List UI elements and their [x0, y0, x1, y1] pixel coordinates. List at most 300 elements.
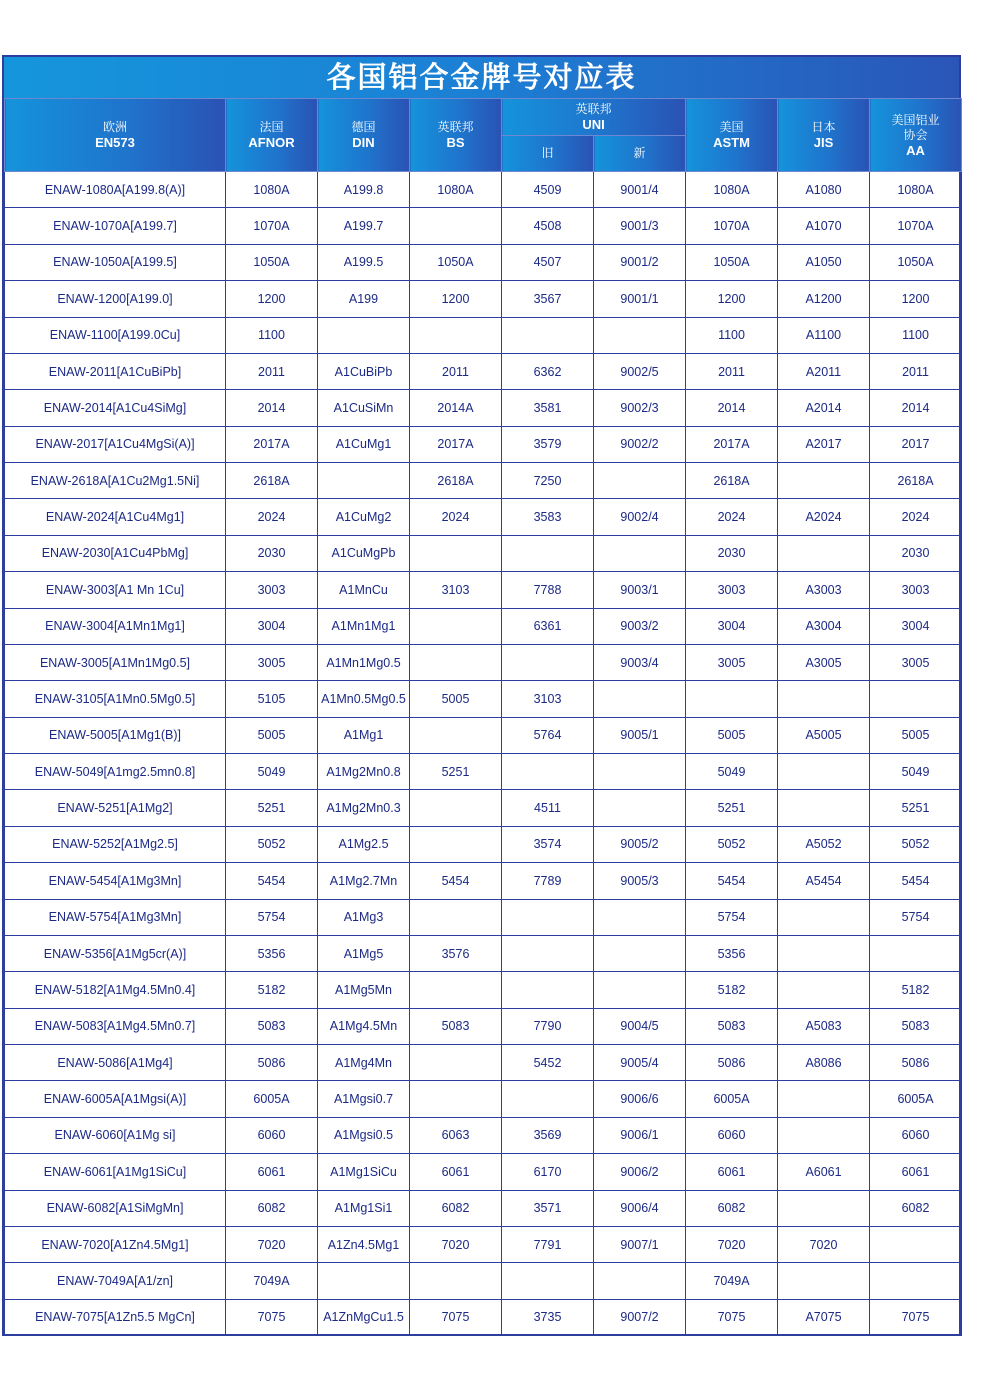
- table-row: [5, 1008, 962, 1044]
- table-row: [5, 1045, 962, 1081]
- cell-jis: [778, 899, 870, 935]
- cell-bs: 7020: [410, 1226, 502, 1262]
- cell-afnor: 5049: [226, 754, 318, 790]
- cell-astm: 5049: [686, 754, 778, 790]
- cell-uni-new: 9001/2: [594, 244, 686, 280]
- cell-en573: ENAW-7049A[A1/zn]: [5, 1263, 226, 1299]
- cell-aa: 1200: [870, 281, 962, 317]
- cell-aa: 2014: [870, 390, 962, 426]
- cell-uni-old: 7250: [502, 463, 594, 499]
- cell-aa: 1070A: [870, 208, 962, 244]
- table-row: [5, 826, 962, 862]
- table-header: [5, 99, 962, 172]
- cell-uni-new: 9005/3: [594, 863, 686, 899]
- table-row: [5, 1226, 962, 1262]
- cell-uni-new: [594, 935, 686, 971]
- cell-uni-old: 3574: [502, 826, 594, 862]
- cell-en573: ENAW-1070A[A199.7]: [5, 208, 226, 244]
- cell-jis: [778, 935, 870, 971]
- table-row: [5, 681, 962, 717]
- table-row: [5, 499, 962, 535]
- cell-bs: 6061: [410, 1154, 502, 1190]
- cell-aa: [870, 1226, 962, 1262]
- cell-bs: 2011: [410, 353, 502, 389]
- cell-bs: 2014A: [410, 390, 502, 426]
- cell-afnor: 5105: [226, 681, 318, 717]
- cell-afnor: 2024: [226, 499, 318, 535]
- header-aa-cn1: 美国铝业: [891, 112, 940, 127]
- cell-jis: A2011: [778, 353, 870, 389]
- cell-din: A1Mn0.5Mg0.5: [318, 681, 410, 717]
- cell-aa: 5005: [870, 717, 962, 753]
- cell-aa: 1080A: [870, 172, 962, 208]
- cell-en573: ENAW-1200[A199.0]: [5, 281, 226, 317]
- cell-uni-old: 4507: [502, 244, 594, 280]
- cell-en573: ENAW-3105[A1Mn0.5Mg0.5]: [5, 681, 226, 717]
- cell-jis: [778, 754, 870, 790]
- cell-astm: 5754: [686, 899, 778, 935]
- cell-uni-old: 3571: [502, 1190, 594, 1226]
- cell-en573: ENAW-1100[A199.0Cu]: [5, 317, 226, 353]
- cell-afnor: 1050A: [226, 244, 318, 280]
- table-row: [5, 608, 962, 644]
- cell-en573: ENAW-2017[A1Cu4MgSi(A)]: [5, 426, 226, 462]
- cell-aa: 5083: [870, 1008, 962, 1044]
- cell-jis: A5005: [778, 717, 870, 753]
- cell-uni-old: 3569: [502, 1117, 594, 1153]
- cell-uni-new: 9002/4: [594, 499, 686, 535]
- cell-din: A1MnCu: [318, 572, 410, 608]
- cell-bs: 2024: [410, 499, 502, 535]
- cell-jis: A1080: [778, 172, 870, 208]
- cell-en573: ENAW-7020[A1Zn4.5Mg1]: [5, 1226, 226, 1262]
- cell-bs: 5083: [410, 1008, 502, 1044]
- cell-en573: ENAW-2618A[A1Cu2Mg1.5Ni]: [5, 463, 226, 499]
- cell-astm: 5005: [686, 717, 778, 753]
- cell-uni-new: 9006/4: [594, 1190, 686, 1226]
- cell-jis: A1200: [778, 281, 870, 317]
- header-us-en: ASTM: [713, 135, 750, 150]
- cell-aa: 2030: [870, 535, 962, 571]
- cell-afnor: 5754: [226, 899, 318, 935]
- cell-jis: [778, 535, 870, 571]
- alloy-grade-table: [4, 98, 962, 1336]
- table-row: [5, 717, 962, 753]
- cell-jis: A2014: [778, 390, 870, 426]
- header-fr: [226, 99, 318, 172]
- cell-uni-new: [594, 1263, 686, 1299]
- cell-din: A1Mg1: [318, 717, 410, 753]
- cell-afnor: 1100: [226, 317, 318, 353]
- table-row: [5, 1299, 962, 1335]
- cell-astm: 3003: [686, 572, 778, 608]
- cell-uni-new: 9003/2: [594, 608, 686, 644]
- cell-astm: 2618A: [686, 463, 778, 499]
- cell-astm: 3004: [686, 608, 778, 644]
- cell-en573: ENAW-5252[A1Mg2.5]: [5, 826, 226, 862]
- cell-bs: 6082: [410, 1190, 502, 1226]
- table-row: [5, 935, 962, 971]
- table-row: [5, 572, 962, 608]
- cell-afnor: 5182: [226, 972, 318, 1008]
- cell-astm: 7049A: [686, 1263, 778, 1299]
- cell-en573: ENAW-5182[A1Mg4.5Mn0.4]: [5, 972, 226, 1008]
- cell-din: A1Mg2Mn0.8: [318, 754, 410, 790]
- table-row: [5, 644, 962, 680]
- cell-astm: 5182: [686, 972, 778, 1008]
- cell-afnor: 7049A: [226, 1263, 318, 1299]
- cell-aa: 2024: [870, 499, 962, 535]
- cell-afnor: 2017A: [226, 426, 318, 462]
- cell-bs: [410, 790, 502, 826]
- cell-jis: A3005: [778, 644, 870, 680]
- cell-uni-old: [502, 535, 594, 571]
- cell-uni-new: 9006/1: [594, 1117, 686, 1153]
- cell-uni-new: 9001/3: [594, 208, 686, 244]
- cell-din: A1CuBiPb: [318, 353, 410, 389]
- cell-aa: [870, 935, 962, 971]
- cell-bs: 7075: [410, 1299, 502, 1335]
- header-uni-old: 旧: [502, 136, 594, 172]
- cell-astm: 5251: [686, 790, 778, 826]
- cell-en573: ENAW-2024[A1Cu4Mg1]: [5, 499, 226, 535]
- cell-bs: [410, 899, 502, 935]
- cell-en573: ENAW-5005[A1Mg1(B)]: [5, 717, 226, 753]
- cell-uni-new: 9005/1: [594, 717, 686, 753]
- cell-bs: 5251: [410, 754, 502, 790]
- cell-uni-new: 9007/2: [594, 1299, 686, 1335]
- cell-uni-old: [502, 1263, 594, 1299]
- cell-jis: [778, 1263, 870, 1299]
- cell-astm: 7020: [686, 1226, 778, 1262]
- header-uni-en: UNI: [582, 117, 605, 132]
- cell-en573: ENAW-6005A[A1Mgsi(A)]: [5, 1081, 226, 1117]
- cell-astm: 3005: [686, 644, 778, 680]
- cell-uni-new: 9002/2: [594, 426, 686, 462]
- cell-aa: 6082: [870, 1190, 962, 1226]
- cell-uni-old: [502, 972, 594, 1008]
- cell-uni-new: 9003/4: [594, 644, 686, 680]
- cell-aa: 2017: [870, 426, 962, 462]
- cell-din: A1Mgsi0.5: [318, 1117, 410, 1153]
- cell-jis: A3004: [778, 608, 870, 644]
- table-row: [5, 535, 962, 571]
- cell-din: A1Mn1Mg0.5: [318, 644, 410, 680]
- cell-jis: [778, 1190, 870, 1226]
- cell-afnor: 6061: [226, 1154, 318, 1190]
- cell-aa: [870, 681, 962, 717]
- cell-uni-new: [594, 535, 686, 571]
- cell-astm: 1100: [686, 317, 778, 353]
- cell-afnor: 1080A: [226, 172, 318, 208]
- cell-uni-old: 5764: [502, 717, 594, 753]
- cell-uni-old: [502, 317, 594, 353]
- table-row: [5, 390, 962, 426]
- cell-astm: 2014: [686, 390, 778, 426]
- header-eu-cn: 欧洲: [102, 120, 127, 134]
- cell-en573: ENAW-3003[A1 Mn 1Cu]: [5, 572, 226, 608]
- cell-uni-new: [594, 317, 686, 353]
- cell-din: A1Mg2.7Mn: [318, 863, 410, 899]
- cell-aa: 3005: [870, 644, 962, 680]
- header-jp: [778, 99, 870, 172]
- cell-bs: [410, 644, 502, 680]
- cell-aa: 2011: [870, 353, 962, 389]
- cell-afnor: 5356: [226, 935, 318, 971]
- cell-din: [318, 1263, 410, 1299]
- cell-uni-new: 9007/1: [594, 1226, 686, 1262]
- header-aa-en: AA: [906, 142, 925, 158]
- cell-astm: 5454: [686, 863, 778, 899]
- cell-jis: A5083: [778, 1008, 870, 1044]
- cell-bs: [410, 826, 502, 862]
- cell-astm: 5052: [686, 826, 778, 862]
- table-row: [5, 463, 962, 499]
- header-eu: [5, 99, 226, 172]
- cell-jis: A3003: [778, 572, 870, 608]
- cell-din: A199.8: [318, 172, 410, 208]
- table-row: [5, 281, 962, 317]
- cell-jis: [778, 463, 870, 499]
- cell-astm: 1070A: [686, 208, 778, 244]
- cell-astm: 2011: [686, 353, 778, 389]
- cell-uni-new: 9005/2: [594, 826, 686, 862]
- cell-aa: 6061: [870, 1154, 962, 1190]
- header-uk: [410, 99, 502, 172]
- cell-jis: A1070: [778, 208, 870, 244]
- cell-en573: ENAW-5251[A1Mg2]: [5, 790, 226, 826]
- cell-astm: 2030: [686, 535, 778, 571]
- cell-astm: 5083: [686, 1008, 778, 1044]
- cell-din: A199.5: [318, 244, 410, 280]
- cell-din: A1Mg1SiCu: [318, 1154, 410, 1190]
- cell-en573: ENAW-1080A[A199.8(A)]: [5, 172, 226, 208]
- cell-bs: [410, 317, 502, 353]
- cell-astm: 1050A: [686, 244, 778, 280]
- header-us-cn: 美国: [719, 120, 744, 134]
- cell-jis: A2024: [778, 499, 870, 535]
- cell-uni-old: 5452: [502, 1045, 594, 1081]
- cell-din: A1Mg5: [318, 935, 410, 971]
- cell-en573: ENAW-7075[A1Zn5.5 MgCn]: [5, 1299, 226, 1335]
- cell-jis: 7020: [778, 1226, 870, 1262]
- cell-bs: [410, 1081, 502, 1117]
- cell-astm: 6005A: [686, 1081, 778, 1117]
- cell-din: A1Mg4.5Mn: [318, 1008, 410, 1044]
- cell-uni-new: 9006/2: [594, 1154, 686, 1190]
- cell-uni-old: 3581: [502, 390, 594, 426]
- cell-uni-old: [502, 644, 594, 680]
- cell-uni-old: 6361: [502, 608, 594, 644]
- cell-uni-new: 9002/3: [594, 390, 686, 426]
- cell-afnor: 5251: [226, 790, 318, 826]
- cell-din: A1CuSiMn: [318, 390, 410, 426]
- cell-uni-old: 3103: [502, 681, 594, 717]
- cell-afnor: 7075: [226, 1299, 318, 1335]
- cell-afnor: 6005A: [226, 1081, 318, 1117]
- cell-bs: 5454: [410, 863, 502, 899]
- cell-en573: ENAW-3005[A1Mn1Mg0.5]: [5, 644, 226, 680]
- cell-afnor: 2618A: [226, 463, 318, 499]
- header-uk-cn: 英联邦: [437, 120, 474, 134]
- cell-bs: 2017A: [410, 426, 502, 462]
- cell-din: A1CuMgPb: [318, 535, 410, 571]
- cell-aa: 6005A: [870, 1081, 962, 1117]
- cell-bs: [410, 608, 502, 644]
- cell-bs: [410, 535, 502, 571]
- cell-jis: A8086: [778, 1045, 870, 1081]
- cell-afnor: 3003: [226, 572, 318, 608]
- table-row: [5, 790, 962, 826]
- cell-bs: [410, 1263, 502, 1299]
- cell-en573: ENAW-6061[A1Mg1SiCu]: [5, 1154, 226, 1190]
- table-row: [5, 172, 962, 208]
- cell-din: [318, 317, 410, 353]
- cell-astm: 6061: [686, 1154, 778, 1190]
- cell-afnor: 5086: [226, 1045, 318, 1081]
- cell-en573: ENAW-5049[A1mg2.5mn0.8]: [5, 754, 226, 790]
- cell-jis: A2017: [778, 426, 870, 462]
- page-title: 各国铝合金牌号对应表: [4, 57, 959, 98]
- cell-astm: 7075: [686, 1299, 778, 1335]
- cell-aa: [870, 1263, 962, 1299]
- cell-afnor: 5454: [226, 863, 318, 899]
- table-row: [5, 1154, 962, 1190]
- table-row: [5, 1081, 962, 1117]
- cell-en573: ENAW-5083[A1Mg4.5Mn0.7]: [5, 1008, 226, 1044]
- cell-din: A1CuMg2: [318, 499, 410, 535]
- cell-en573: ENAW-5086[A1Mg4]: [5, 1045, 226, 1081]
- table-body: [5, 172, 962, 1336]
- cell-uni-new: [594, 463, 686, 499]
- cell-aa: 5052: [870, 826, 962, 862]
- cell-uni-old: 3567: [502, 281, 594, 317]
- cell-uni-new: [594, 899, 686, 935]
- cell-uni-old: 6362: [502, 353, 594, 389]
- cell-uni-new: 9003/1: [594, 572, 686, 608]
- cell-astm: [686, 681, 778, 717]
- cell-afnor: 7020: [226, 1226, 318, 1262]
- cell-uni-new: 9004/5: [594, 1008, 686, 1044]
- cell-bs: 6063: [410, 1117, 502, 1153]
- cell-jis: A7075: [778, 1299, 870, 1335]
- cell-en573: ENAW-5754[A1Mg3Mn]: [5, 899, 226, 935]
- cell-din: A1Mgsi0.7: [318, 1081, 410, 1117]
- cell-uni-old: 4508: [502, 208, 594, 244]
- cell-din: A1Mg4Mn: [318, 1045, 410, 1081]
- cell-afnor: 5083: [226, 1008, 318, 1044]
- cell-uni-old: [502, 899, 594, 935]
- header-uk-en: BS: [446, 135, 465, 150]
- header-jp-cn: 日本: [811, 120, 836, 134]
- cell-uni-new: 9001/1: [594, 281, 686, 317]
- cell-uni-new: [594, 972, 686, 1008]
- cell-uni-new: [594, 754, 686, 790]
- cell-uni-old: [502, 754, 594, 790]
- header-fr-en: AFNOR: [248, 135, 295, 150]
- header-de-en: DIN: [352, 135, 375, 150]
- cell-jis: [778, 972, 870, 1008]
- cell-bs: 3576: [410, 935, 502, 971]
- header-eu-en: EN573: [95, 135, 135, 150]
- table-row: [5, 754, 962, 790]
- cell-bs: 1200: [410, 281, 502, 317]
- table-row: [5, 899, 962, 935]
- cell-aa: 5049: [870, 754, 962, 790]
- cell-aa: 1050A: [870, 244, 962, 280]
- cell-astm: 6060: [686, 1117, 778, 1153]
- cell-astm: 2024: [686, 499, 778, 535]
- cell-uni-old: 3735: [502, 1299, 594, 1335]
- cell-uni-old: 7788: [502, 572, 594, 608]
- cell-aa: 5086: [870, 1045, 962, 1081]
- cell-uni-new: 9005/4: [594, 1045, 686, 1081]
- header-de: [318, 99, 410, 172]
- cell-en573: ENAW-2011[A1CuBiPb]: [5, 353, 226, 389]
- cell-bs: 5005: [410, 681, 502, 717]
- cell-jis: A6061: [778, 1154, 870, 1190]
- cell-afnor: 3005: [226, 644, 318, 680]
- cell-aa: 1100: [870, 317, 962, 353]
- cell-afnor: 2030: [226, 535, 318, 571]
- cell-astm: 5086: [686, 1045, 778, 1081]
- cell-jis: A1100: [778, 317, 870, 353]
- cell-uni-old: [502, 1081, 594, 1117]
- cell-astm: 2017A: [686, 426, 778, 462]
- cell-jis: [778, 681, 870, 717]
- table-row: [5, 317, 962, 353]
- cell-astm: 1200: [686, 281, 778, 317]
- cell-afnor: 2014: [226, 390, 318, 426]
- cell-uni-old: 3579: [502, 426, 594, 462]
- cell-astm: 1080A: [686, 172, 778, 208]
- cell-afnor: 5052: [226, 826, 318, 862]
- cell-bs: [410, 717, 502, 753]
- cell-aa: 5182: [870, 972, 962, 1008]
- header-aa-cn2: 协会: [903, 127, 928, 142]
- cell-din: A1Mg3: [318, 899, 410, 935]
- cell-afnor: 2011: [226, 353, 318, 389]
- cell-en573: ENAW-5356[A1Mg5cr(A)]: [5, 935, 226, 971]
- cell-uni-new: 9002/5: [594, 353, 686, 389]
- cell-aa: 5251: [870, 790, 962, 826]
- cell-bs: 1080A: [410, 172, 502, 208]
- cell-din: A1Mn1Mg1: [318, 608, 410, 644]
- cell-afnor: 6082: [226, 1190, 318, 1226]
- cell-uni-new: [594, 681, 686, 717]
- cell-astm: 6082: [686, 1190, 778, 1226]
- cell-aa: 7075: [870, 1299, 962, 1335]
- header-de-cn: 德国: [351, 120, 376, 134]
- cell-din: A1Mg1Si1: [318, 1190, 410, 1226]
- cell-en573: ENAW-1050A[A199.5]: [5, 244, 226, 280]
- cell-din: A1CuMg1: [318, 426, 410, 462]
- header-jp-en: JIS: [813, 135, 834, 150]
- cell-jis: [778, 1117, 870, 1153]
- cell-jis: [778, 790, 870, 826]
- cell-uni-old: 6170: [502, 1154, 594, 1190]
- cell-din: A1Zn4.5Mg1: [318, 1226, 410, 1262]
- table-row: [5, 426, 962, 462]
- table-row: [5, 353, 962, 389]
- cell-aa: 5754: [870, 899, 962, 935]
- cell-bs: 2618A: [410, 463, 502, 499]
- cell-afnor: 1070A: [226, 208, 318, 244]
- table-row: [5, 1190, 962, 1226]
- cell-aa: 6060: [870, 1117, 962, 1153]
- cell-uni-old: 7790: [502, 1008, 594, 1044]
- table-row: [5, 1263, 962, 1299]
